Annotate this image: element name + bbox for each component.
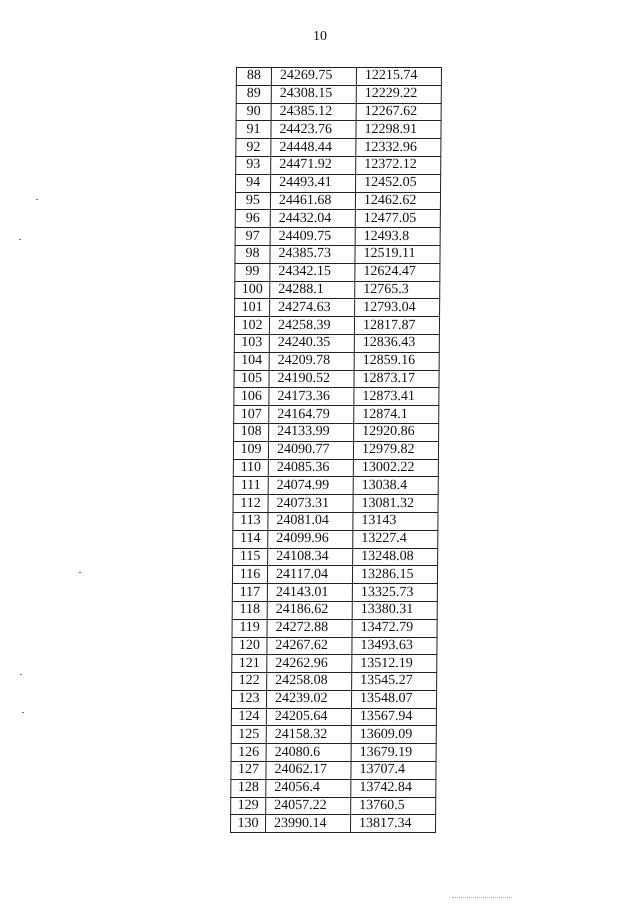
point-number-cell: 112 xyxy=(233,495,268,513)
table-row xyxy=(234,370,439,388)
y-coordinate-cell: 13380.31 xyxy=(352,601,437,619)
point-number-cell: 98 xyxy=(235,245,270,263)
x-coordinate-cell: 24056.4 xyxy=(266,779,351,797)
x-coordinate-cell: 24274.63 xyxy=(270,299,355,317)
point-number-cell: 117 xyxy=(232,584,267,602)
table-row xyxy=(232,619,437,637)
y-coordinate-cell: 12519.11 xyxy=(355,245,440,263)
table-row xyxy=(232,637,437,655)
point-number-cell: 91 xyxy=(236,121,271,139)
x-coordinate-cell: 24062.17 xyxy=(266,762,351,780)
point-number-cell: 102 xyxy=(234,317,269,335)
scan-speck xyxy=(20,674,22,675)
x-coordinate-cell: 24272.88 xyxy=(267,619,352,637)
x-coordinate-cell: 23990.14 xyxy=(265,815,350,833)
x-coordinate-cell: 24493.41 xyxy=(271,174,356,192)
x-coordinate-cell: 24409.75 xyxy=(270,228,355,246)
point-number-cell: 129 xyxy=(231,797,266,815)
point-number-cell: 92 xyxy=(236,139,271,157)
y-coordinate-cell: 12298.91 xyxy=(356,121,441,139)
x-coordinate-cell: 24073.31 xyxy=(268,495,353,513)
point-number-cell: 107 xyxy=(234,406,269,424)
y-coordinate-cell: 13143 xyxy=(353,512,438,530)
x-coordinate-cell: 24209.78 xyxy=(269,352,354,370)
x-coordinate-cell: 24173.36 xyxy=(269,388,354,406)
point-number-cell: 108 xyxy=(234,423,269,441)
x-coordinate-cell: 24239.02 xyxy=(266,690,351,708)
point-number-cell: 106 xyxy=(234,388,269,406)
table-row xyxy=(234,352,439,370)
x-coordinate-cell: 24262.96 xyxy=(267,655,352,673)
scan-speck xyxy=(22,712,24,713)
point-number-cell: 116 xyxy=(232,566,267,584)
point-number-cell: 128 xyxy=(231,779,266,797)
y-coordinate-cell: 13760.5 xyxy=(351,797,436,815)
x-coordinate-cell: 24448.44 xyxy=(271,139,356,157)
point-number-cell: 113 xyxy=(233,512,268,530)
point-number-cell: 124 xyxy=(231,708,266,726)
table-row xyxy=(231,690,436,708)
point-number-cell: 111 xyxy=(233,477,268,495)
table-row xyxy=(231,779,436,797)
table-row xyxy=(234,423,439,441)
table-row xyxy=(231,797,436,815)
table-row xyxy=(232,584,437,602)
x-coordinate-cell: 24090.77 xyxy=(268,441,353,459)
scan-dotted-mark xyxy=(452,897,512,899)
page-number: 10 xyxy=(313,29,327,44)
x-coordinate-cell: 24099.96 xyxy=(268,530,353,548)
table-row xyxy=(231,708,436,726)
y-coordinate-cell: 13038.4 xyxy=(353,477,438,495)
point-number-cell: 121 xyxy=(232,655,267,673)
y-coordinate-cell: 13227.4 xyxy=(353,530,438,548)
point-number-cell: 130 xyxy=(230,815,265,833)
table-row xyxy=(233,495,438,513)
y-coordinate-cell: 13545.27 xyxy=(352,673,437,691)
y-coordinate-cell: 12793.04 xyxy=(355,299,440,317)
x-coordinate-cell: 24205.64 xyxy=(266,708,351,726)
y-coordinate-cell: 13567.94 xyxy=(351,708,436,726)
x-coordinate-cell: 24133.99 xyxy=(269,423,354,441)
x-coordinate-cell: 24074.99 xyxy=(268,477,353,495)
table-row xyxy=(236,156,441,174)
coordinates-table-body xyxy=(230,68,441,833)
y-coordinate-cell: 13493.63 xyxy=(352,637,437,655)
coordinates-table xyxy=(230,67,442,833)
x-coordinate-cell: 24164.79 xyxy=(269,406,354,424)
point-number-cell: 115 xyxy=(233,548,268,566)
point-number-cell: 90 xyxy=(236,103,271,121)
table-row xyxy=(231,744,436,762)
y-coordinate-cell: 12765.3 xyxy=(355,281,440,299)
x-coordinate-cell: 24117.04 xyxy=(267,566,352,584)
y-coordinate-cell: 12874.1 xyxy=(354,406,439,424)
point-number-cell: 118 xyxy=(232,601,267,619)
table-row xyxy=(232,566,437,584)
table-row xyxy=(236,174,441,192)
table-row xyxy=(235,263,440,281)
y-coordinate-cell: 12372.12 xyxy=(356,156,441,174)
x-coordinate-cell: 24385.73 xyxy=(270,245,355,263)
x-coordinate-cell: 24308.15 xyxy=(271,85,356,103)
y-coordinate-cell: 12817.87 xyxy=(354,317,439,335)
y-coordinate-cell: 12979.82 xyxy=(353,441,438,459)
scan-speck xyxy=(79,572,81,573)
x-coordinate-cell: 24057.22 xyxy=(266,797,351,815)
x-coordinate-cell: 24186.62 xyxy=(267,601,352,619)
y-coordinate-cell: 12836.43 xyxy=(354,334,439,352)
table-row xyxy=(232,655,437,673)
point-number-cell: 125 xyxy=(231,726,266,744)
table-row xyxy=(231,726,436,744)
point-number-cell: 94 xyxy=(236,174,271,192)
x-coordinate-cell: 24288.1 xyxy=(270,281,355,299)
y-coordinate-cell: 12873.17 xyxy=(354,370,439,388)
table-row xyxy=(235,299,440,317)
table-row xyxy=(232,601,437,619)
y-coordinate-cell: 13081.32 xyxy=(353,495,438,513)
scan-speck xyxy=(19,239,21,240)
point-number-cell: 103 xyxy=(234,334,269,352)
scan-speck xyxy=(36,199,38,200)
y-coordinate-cell: 12493.8 xyxy=(355,228,440,246)
point-number-cell: 93 xyxy=(236,156,271,174)
point-number-cell: 101 xyxy=(235,299,270,317)
y-coordinate-cell: 12267.62 xyxy=(356,103,441,121)
y-coordinate-cell: 13472.79 xyxy=(352,619,437,637)
table-row xyxy=(236,85,441,103)
point-number-cell: 109 xyxy=(233,441,268,459)
y-coordinate-cell: 12452.05 xyxy=(356,174,441,192)
x-coordinate-cell: 24258.39 xyxy=(269,317,354,335)
table-row xyxy=(233,477,438,495)
x-coordinate-cell: 24461.68 xyxy=(270,192,355,210)
point-number-cell: 100 xyxy=(235,281,270,299)
x-coordinate-cell: 24471.92 xyxy=(271,156,356,174)
point-number-cell: 127 xyxy=(231,762,266,780)
y-coordinate-cell: 13548.07 xyxy=(351,690,436,708)
table-row xyxy=(235,192,440,210)
x-coordinate-cell: 24081.04 xyxy=(268,512,353,530)
y-coordinate-cell: 13817.34 xyxy=(350,815,435,833)
x-coordinate-cell: 24080.6 xyxy=(266,744,351,762)
y-coordinate-cell: 12624.47 xyxy=(355,263,440,281)
point-number-cell: 122 xyxy=(232,673,267,691)
table-row xyxy=(235,281,440,299)
y-coordinate-cell: 13286.15 xyxy=(352,566,437,584)
table-row xyxy=(233,548,438,566)
table-row xyxy=(234,406,439,424)
x-coordinate-cell: 24190.52 xyxy=(269,370,354,388)
y-coordinate-cell: 13512.19 xyxy=(352,655,437,673)
y-coordinate-cell: 13609.09 xyxy=(351,726,436,744)
point-number-cell: 114 xyxy=(233,530,268,548)
point-number-cell: 120 xyxy=(232,637,267,655)
y-coordinate-cell: 13742.84 xyxy=(351,779,436,797)
x-coordinate-cell: 24240.35 xyxy=(269,334,354,352)
y-coordinate-cell: 12873.41 xyxy=(354,388,439,406)
table-row xyxy=(235,210,440,228)
table-row xyxy=(233,441,438,459)
table-row xyxy=(236,139,441,157)
y-coordinate-cell: 12332.96 xyxy=(356,139,441,157)
point-number-cell: 123 xyxy=(231,690,266,708)
point-number-cell: 88 xyxy=(236,68,271,86)
x-coordinate-cell: 24432.04 xyxy=(270,210,355,228)
x-coordinate-cell: 24143.01 xyxy=(267,584,352,602)
table-row xyxy=(234,317,439,335)
x-coordinate-cell: 24108.34 xyxy=(268,548,353,566)
x-coordinate-cell: 24342.15 xyxy=(270,263,355,281)
y-coordinate-cell: 12477.05 xyxy=(355,210,440,228)
point-number-cell: 95 xyxy=(235,192,270,210)
y-coordinate-cell: 13248.08 xyxy=(353,548,438,566)
y-coordinate-cell: 12215.74 xyxy=(356,68,441,86)
point-number-cell: 119 xyxy=(232,619,267,637)
table-row xyxy=(236,68,441,86)
y-coordinate-cell: 12859.16 xyxy=(354,352,439,370)
table-row xyxy=(231,762,436,780)
table-row xyxy=(234,388,439,406)
table-row xyxy=(235,228,440,246)
point-number-cell: 126 xyxy=(231,744,266,762)
table-row xyxy=(232,673,437,691)
y-coordinate-cell: 13325.73 xyxy=(352,584,437,602)
point-number-cell: 89 xyxy=(236,85,271,103)
point-number-cell: 97 xyxy=(235,228,270,246)
y-coordinate-cell: 13002.22 xyxy=(353,459,438,477)
point-number-cell: 104 xyxy=(234,352,269,370)
x-coordinate-cell: 24158.32 xyxy=(266,726,351,744)
table-row xyxy=(233,530,438,548)
y-coordinate-cell: 12920.86 xyxy=(354,423,439,441)
table-row xyxy=(236,121,441,139)
y-coordinate-cell: 13707.4 xyxy=(351,762,436,780)
table-row xyxy=(233,459,438,477)
point-number-cell: 105 xyxy=(234,370,269,388)
table-row xyxy=(235,245,440,263)
table-row xyxy=(234,334,439,352)
point-number-cell: 110 xyxy=(233,459,268,477)
table-row xyxy=(236,103,441,121)
x-coordinate-cell: 24423.76 xyxy=(271,121,356,139)
x-coordinate-cell: 24269.75 xyxy=(271,68,356,86)
x-coordinate-cell: 24267.62 xyxy=(267,637,352,655)
table-row xyxy=(233,512,438,530)
y-coordinate-cell: 12229.22 xyxy=(356,85,441,103)
point-number-cell: 99 xyxy=(235,263,270,281)
x-coordinate-cell: 24385.12 xyxy=(271,103,356,121)
y-coordinate-cell: 12462.62 xyxy=(355,192,440,210)
y-coordinate-cell: 13679.19 xyxy=(351,744,436,762)
point-number-cell: 96 xyxy=(235,210,270,228)
x-coordinate-cell: 24258.08 xyxy=(267,673,352,691)
x-coordinate-cell: 24085.36 xyxy=(268,459,353,477)
table-row xyxy=(230,815,435,833)
